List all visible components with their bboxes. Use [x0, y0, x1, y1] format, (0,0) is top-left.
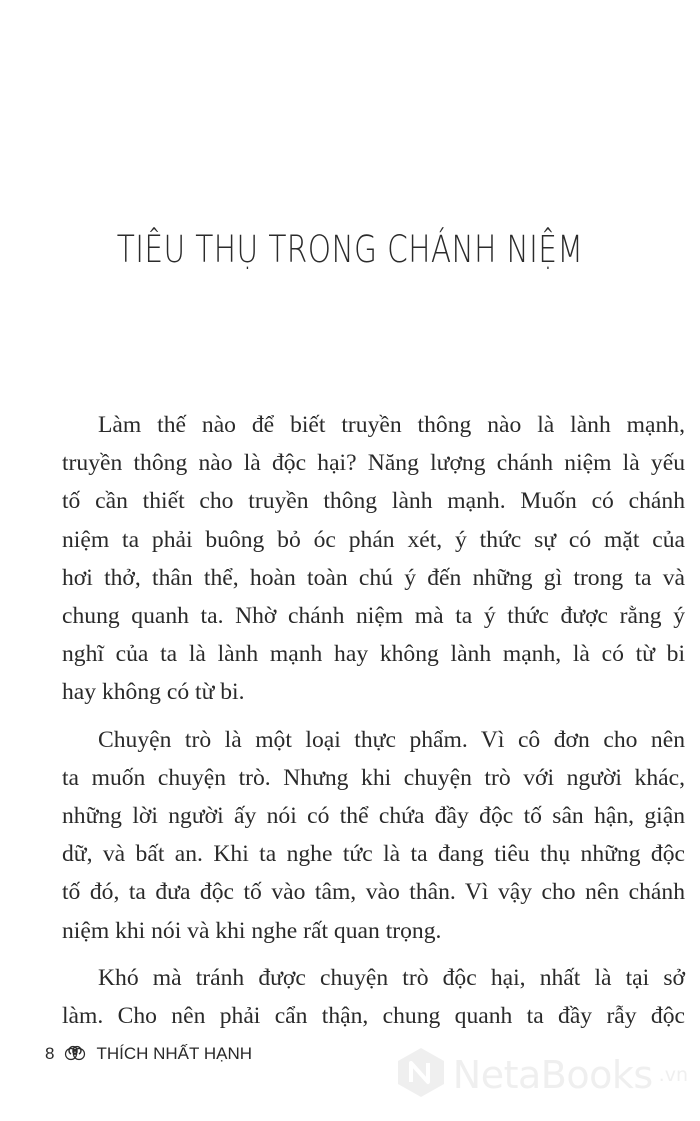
- text-line: hơi thở, thân thể, hoàn toàn chú ý đến những gì trong ta và: [62, 564, 685, 591]
- text-line: niệm ta phải buông bỏ óc phán xét, ý thức sự có mặt của: [62, 526, 685, 553]
- paragraph-1: [62, 406, 685, 712]
- text-line: hay không có từ bi.: [62, 679, 245, 706]
- author-name: THÍCH NHẤT HẠNH: [96, 1044, 252, 1063]
- body-text: [62, 406, 685, 1044]
- text-line: truyền thông nào là độc hại? Năng lượng chánh niệm là yếu: [62, 450, 685, 477]
- text-line: dữ, và bất an. Khi ta nghe tức là ta đang tiêu thụ những độc: [62, 841, 685, 868]
- watermark-brand: NetaBooks: [452, 1052, 653, 1097]
- text-line: Khó mà tránh được chuyện trò độc hại, nhất là tại sở: [98, 964, 685, 991]
- text-line: nghĩ của ta là lành mạnh hay không lành mạnh, là có từ bi: [62, 641, 685, 668]
- page-footer: [45, 1044, 252, 1064]
- text-line: ta muốn chuyện trò. Nhưng khi chuyện trò với người khác,: [62, 764, 685, 791]
- text-line: tố đó, ta đưa độc tố vào tâm, vào thân. Vì vậy cho nên chánh: [62, 879, 685, 906]
- paragraph-2: [62, 721, 685, 950]
- paragraph-3: [62, 959, 685, 1035]
- double-swirl-icon: [62, 1045, 88, 1063]
- text-line: làm. Cho nên phải cẩn thận, chung quanh ta đầy rẫy độc: [62, 1003, 685, 1030]
- text-line: niệm khi nói và khi nghe rất quan trọng.: [62, 917, 442, 944]
- n-logo-icon: [395, 1046, 447, 1103]
- text-line: tố cần thiết cho truyền thông lành mạnh. Muốn có chánh: [62, 488, 685, 515]
- text-line: Chuyện trò là một loại thực phẩm. Vì cô đơn cho nên: [98, 726, 685, 753]
- watermark-suffix: .vn: [658, 1063, 688, 1086]
- watermark: [395, 1046, 688, 1103]
- text-line: những lời người ấy nói có thể chứa đầy độc tố sân hận, giận: [62, 803, 685, 830]
- text-line: chung quanh ta. Nhờ chánh niệm mà ta ý thức được rằng ý: [62, 603, 685, 630]
- page-number: 8: [45, 1044, 55, 1063]
- chapter-title: TIÊU THỤ TRONG CHÁNH NIỆM: [116, 228, 584, 271]
- text-line: Làm thế nào để biết truyền thông nào là lành mạnh,: [98, 412, 685, 438]
